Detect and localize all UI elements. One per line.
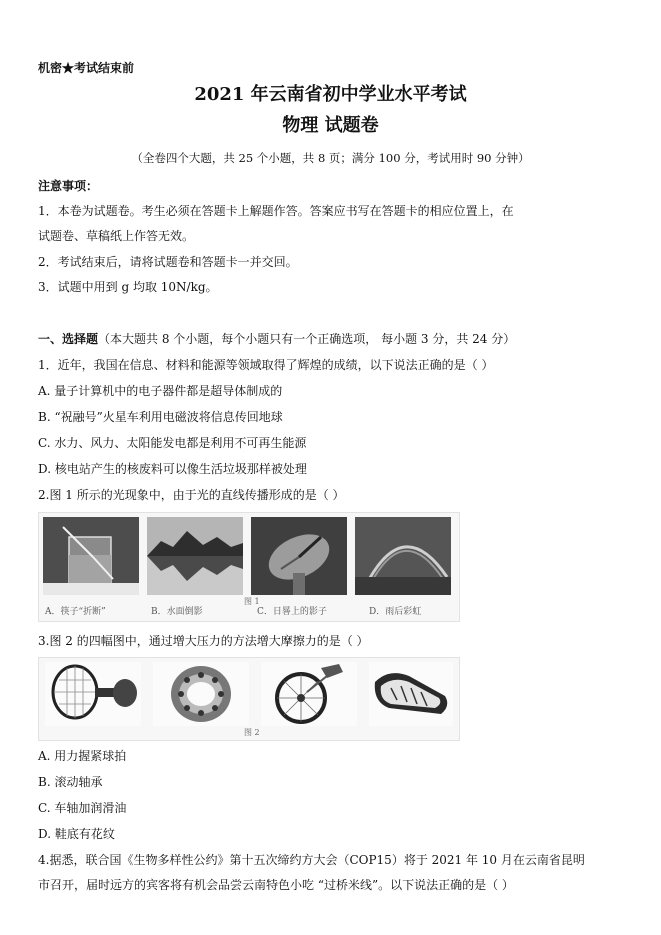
question-1-option-a: A. 量子计算机中的电子器件都是超导体制成的 xyxy=(38,384,283,398)
notice-item: 2．考试结束后，请将试题卷和答题卡一并交回。 xyxy=(38,255,298,269)
figure-2-label: 图 2 xyxy=(244,728,260,737)
exam-title: 2021 年云南省初中学业水平考试 xyxy=(194,84,467,105)
figure-2-photo-bearing xyxy=(153,662,249,726)
question-1-option-b: B. “祝融号”火星车利用电磁波将信息传回地球 xyxy=(38,410,283,424)
figure-1-caption-b: B．水面倒影 xyxy=(151,607,203,617)
figure-1-photo-a xyxy=(43,517,139,595)
figure-2-photo-wheel xyxy=(261,662,357,726)
question-2-stem: 2.图 1 所示的光现象中，由于光的直线传播形成的是（ ） xyxy=(38,488,345,502)
exam-subtitle: 物理 试题卷 xyxy=(282,115,379,136)
question-4-stem-line-2: 市召开，届时远方的宾客将有机会品尝云南特色小吃 “过桥米线”。以下说法正确的是（ ） xyxy=(38,878,514,892)
notice-item: 3．试题中用到 g 均取 10N/kg。 xyxy=(38,280,218,294)
figure-1 xyxy=(38,512,460,622)
question-1-option-c: C. 水力、风力、太阳能发电都是利用不可再生能源 xyxy=(38,436,307,450)
section-description: （本大题共 8 个小题，每个小题只有一个正确选项， 每小题 3 分，共 24 分） xyxy=(98,332,516,346)
question-3-stem: 3.图 2 的四幅图中，通过增大压力的方法增大摩擦力的是（ ） xyxy=(38,634,369,648)
figure-1-caption-a: A．筷子“折断” xyxy=(45,607,106,617)
question-4-stem-line-1: 4.据悉，联合国《生物多样性公约》第十五次缔约方大会（COP15）将于 2021 年 10 月在云南省昆明 xyxy=(38,853,585,867)
question-1-stem: 1．近年，我国在信息、材料和能源等领域取得了辉煌的成绩，以下说法正确的是（ ） xyxy=(38,358,494,372)
figure-1-caption-c: C．日晷上的影子 xyxy=(257,607,327,617)
question-1-option-d: D. 核电站产生的核废料可以像生活垃圾那样被处理 xyxy=(38,462,307,476)
figure-1-photo-d xyxy=(355,517,451,595)
figure-1-photo-b xyxy=(147,517,243,595)
exam-info: （全卷四个大题，共 25 个小题，共 8 页；满分 100 分，考试用时 90 分钟） xyxy=(131,151,530,165)
figure-2-photo-shoe xyxy=(369,662,453,726)
confidential-label: 机密★考试结束前 xyxy=(38,61,135,75)
figure-1-photo-c xyxy=(251,517,347,595)
figure-1-label: 图 1 xyxy=(244,597,260,606)
section-heading-row xyxy=(38,331,515,347)
question-3-option-d: D. 鞋底有花纹 xyxy=(38,827,115,841)
notice-item: 试题卷、草稿纸上作答无效。 xyxy=(38,229,195,243)
figure-2-photo-racket xyxy=(45,662,141,726)
question-3-option-c: C. 车轴加润滑油 xyxy=(38,801,127,815)
figure-2 xyxy=(38,657,460,741)
section-heading: 一、选择题 xyxy=(38,332,99,346)
question-3-option-b: B. 滚动轴承 xyxy=(38,775,103,789)
question-3-option-a: A. 用力握紧球拍 xyxy=(38,749,127,763)
notice-heading: 注意事项： xyxy=(38,179,99,193)
notice-item: 1．本卷为试题卷。考生必须在答题卡上解题作答。答案应书写在答题卡的相应位置上，在 xyxy=(38,204,514,218)
figure-1-caption-d: D．雨后彩虹 xyxy=(369,607,422,617)
